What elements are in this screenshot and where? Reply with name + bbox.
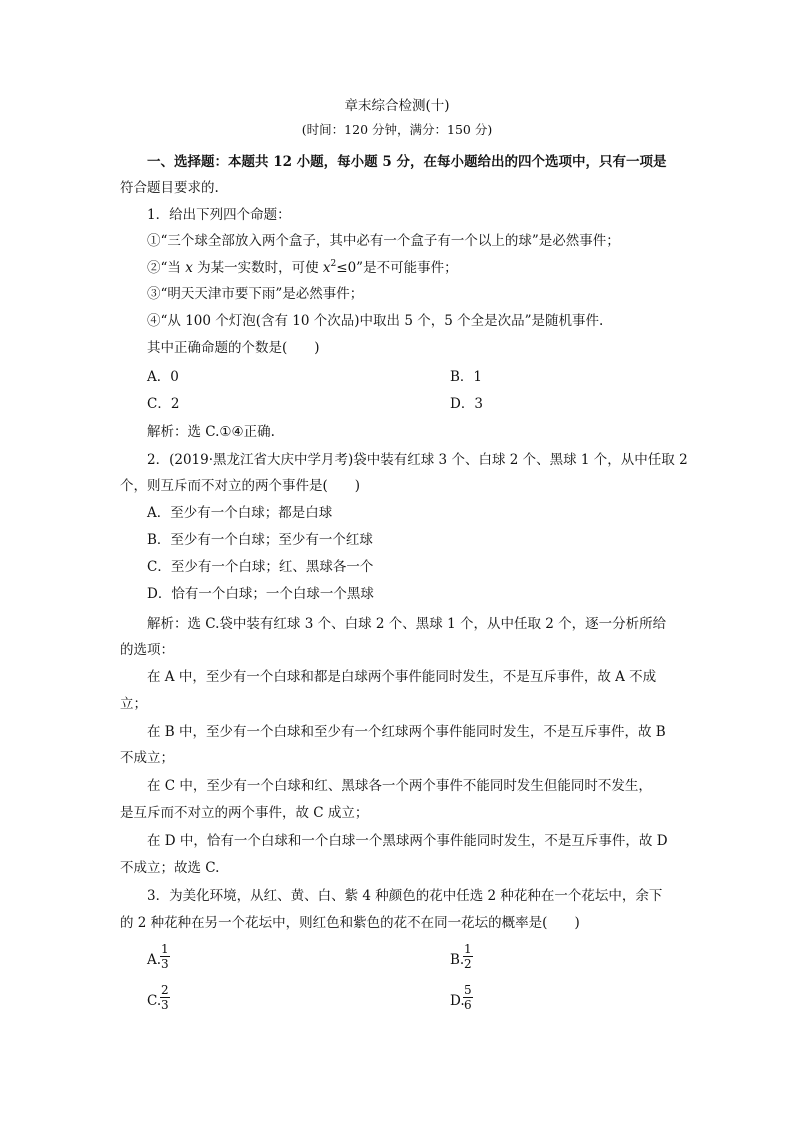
document-title: 章末综合检测(十) — [344, 98, 450, 114]
q3-option-a-denominator: 3 — [161, 957, 169, 971]
q2-analysis-d-line-2: 不成立；故选 C. — [120, 860, 220, 876]
q1-p2-var-x: x — [185, 260, 193, 276]
section-intro-line-2: 符合题目要求的. — [120, 180, 219, 196]
q3-option-b-denominator: 2 — [464, 957, 472, 971]
q3-option-d-label: D. — [450, 993, 465, 1009]
q2-analysis-c-line-2: 是互斥而不对立的两个事件，故 C 成立； — [120, 805, 369, 821]
q2-stem-line-1: 2．(2019·黑龙江省大庆中学月考)袋中装有红球 3 个、白球 2 个、黑球 1 个，从中任取 2 — [147, 452, 688, 468]
q1-option-a: A．0 — [147, 369, 179, 385]
q3-stem-line-1: 3．为美化环境，从红、黄、白、紫 4 种颜色的花中任选 2 种花种在一个花坛中，余下 — [147, 888, 663, 904]
q2-answer-line-1: 解析：选 C.袋中装有红球 3 个、白球 2 个、黑球 1 个，从中任取 2 个，逐一分析所给 — [147, 616, 667, 632]
q2-answer-line-2: 的选项： — [120, 642, 174, 658]
q3-option-a-label: A. — [147, 952, 162, 968]
q1-option-b: B．1 — [450, 369, 483, 385]
q2-analysis-b-line-2: 不成立； — [120, 750, 174, 766]
q1-proposition-4: ④“从 100 个灯泡(含有 10 个次品)中取出 5 个，5 个全是次品”是随机事件. — [147, 313, 604, 329]
q1-option-d: D．3 — [450, 396, 483, 412]
q2-stem-line-2: 个，则互斥而不对立的两个事件是( ) — [120, 478, 361, 494]
q2-analysis-a-line-2: 立； — [120, 696, 147, 712]
q1-answer: 解析：选 C.①④正确. — [147, 424, 275, 440]
q2-option-a: A．至少有一个白球；都是白球 — [147, 505, 333, 521]
q1-p2-part-c: ≤0”是不可能事件； — [336, 260, 458, 276]
q2-analysis-d-line-1: 在 D 中，恰有一个白球和一个白球一个黑球两个事件能同时发生，不是互斥事件，故 D — [147, 833, 668, 849]
q3-option-c-fraction — [160, 983, 170, 1012]
q1-proposition-3: ③“明天天津市要下雨”是必然事件； — [147, 286, 364, 302]
q2-option-c: C．至少有一个白球；红、黑球各一个 — [147, 559, 374, 575]
q3-option-c-label: C. — [147, 993, 162, 1009]
q1-p2-exponent: 2 — [330, 259, 337, 269]
q3-option-a-numerator: 1 — [161, 942, 169, 956]
document-subtitle: (时间：120 分钟，满分：150 分) — [301, 122, 493, 137]
q3-option-a-fraction — [160, 942, 170, 971]
q1-p2-var-x2: x — [322, 260, 331, 276]
q3-option-d-numerator: 5 — [464, 983, 472, 997]
q3-stem-line-2: 的 2 种花种在另一个花坛中，则红色和紫色的花不在同一花坛的概率是( ) — [120, 915, 580, 931]
q3-option-b-fraction — [463, 942, 473, 971]
q2-option-d: D．恰有一个白球；一个白球一个黑球 — [147, 586, 374, 602]
q3-option-b-label: B. — [450, 952, 465, 968]
q1-option-c: C．2 — [147, 396, 180, 412]
q2-analysis-a-line-1: 在 A 中，至少有一个白球和都是白球两个事件能同时发生，不是互斥事件，故 A 不成 — [147, 669, 657, 685]
q1-question: 其中正确命题的个数是( ) — [147, 340, 320, 356]
q1-option-row-1 — [147, 367, 707, 387]
q3-option-b-numerator: 1 — [464, 942, 472, 956]
q3-option-c-numerator: 2 — [161, 983, 169, 997]
q1-option-row-2 — [147, 394, 707, 414]
q2-option-b: B．至少有一个白球；至少有一个红球 — [147, 532, 373, 548]
q1-stem: 1．给出下列四个命题： — [147, 207, 291, 223]
q2-analysis-c-line-1: 在 C 中，至少有一个白球和红、黑球各一个两个事件不能同时发生但能同时不发生， — [147, 778, 652, 794]
q2-analysis-b-line-1: 在 B 中，至少有一个白球和至少有一个红球两个事件能同时发生，不是互斥事件，故 B — [147, 724, 666, 740]
q1-p2-part-b: 为某一实数时，可使 — [192, 260, 323, 276]
q1-proposition-1: ①“三个球全部放入两个盒子，其中必有一个盒子有一个以上的球”是必然事件； — [147, 233, 620, 249]
q3-option-c-denominator: 3 — [161, 998, 169, 1012]
q1-proposition-2 — [147, 258, 707, 278]
q3-option-d-fraction — [463, 983, 473, 1012]
q3-option-d-denominator: 6 — [464, 998, 472, 1012]
q1-p2-part-a: ②“当 — [147, 260, 186, 276]
section-intro-line-1: 一、选择题：本题共 12 小题，每小题 5 分，在每小题给出的四个选项中，只有一项是 — [147, 154, 667, 170]
